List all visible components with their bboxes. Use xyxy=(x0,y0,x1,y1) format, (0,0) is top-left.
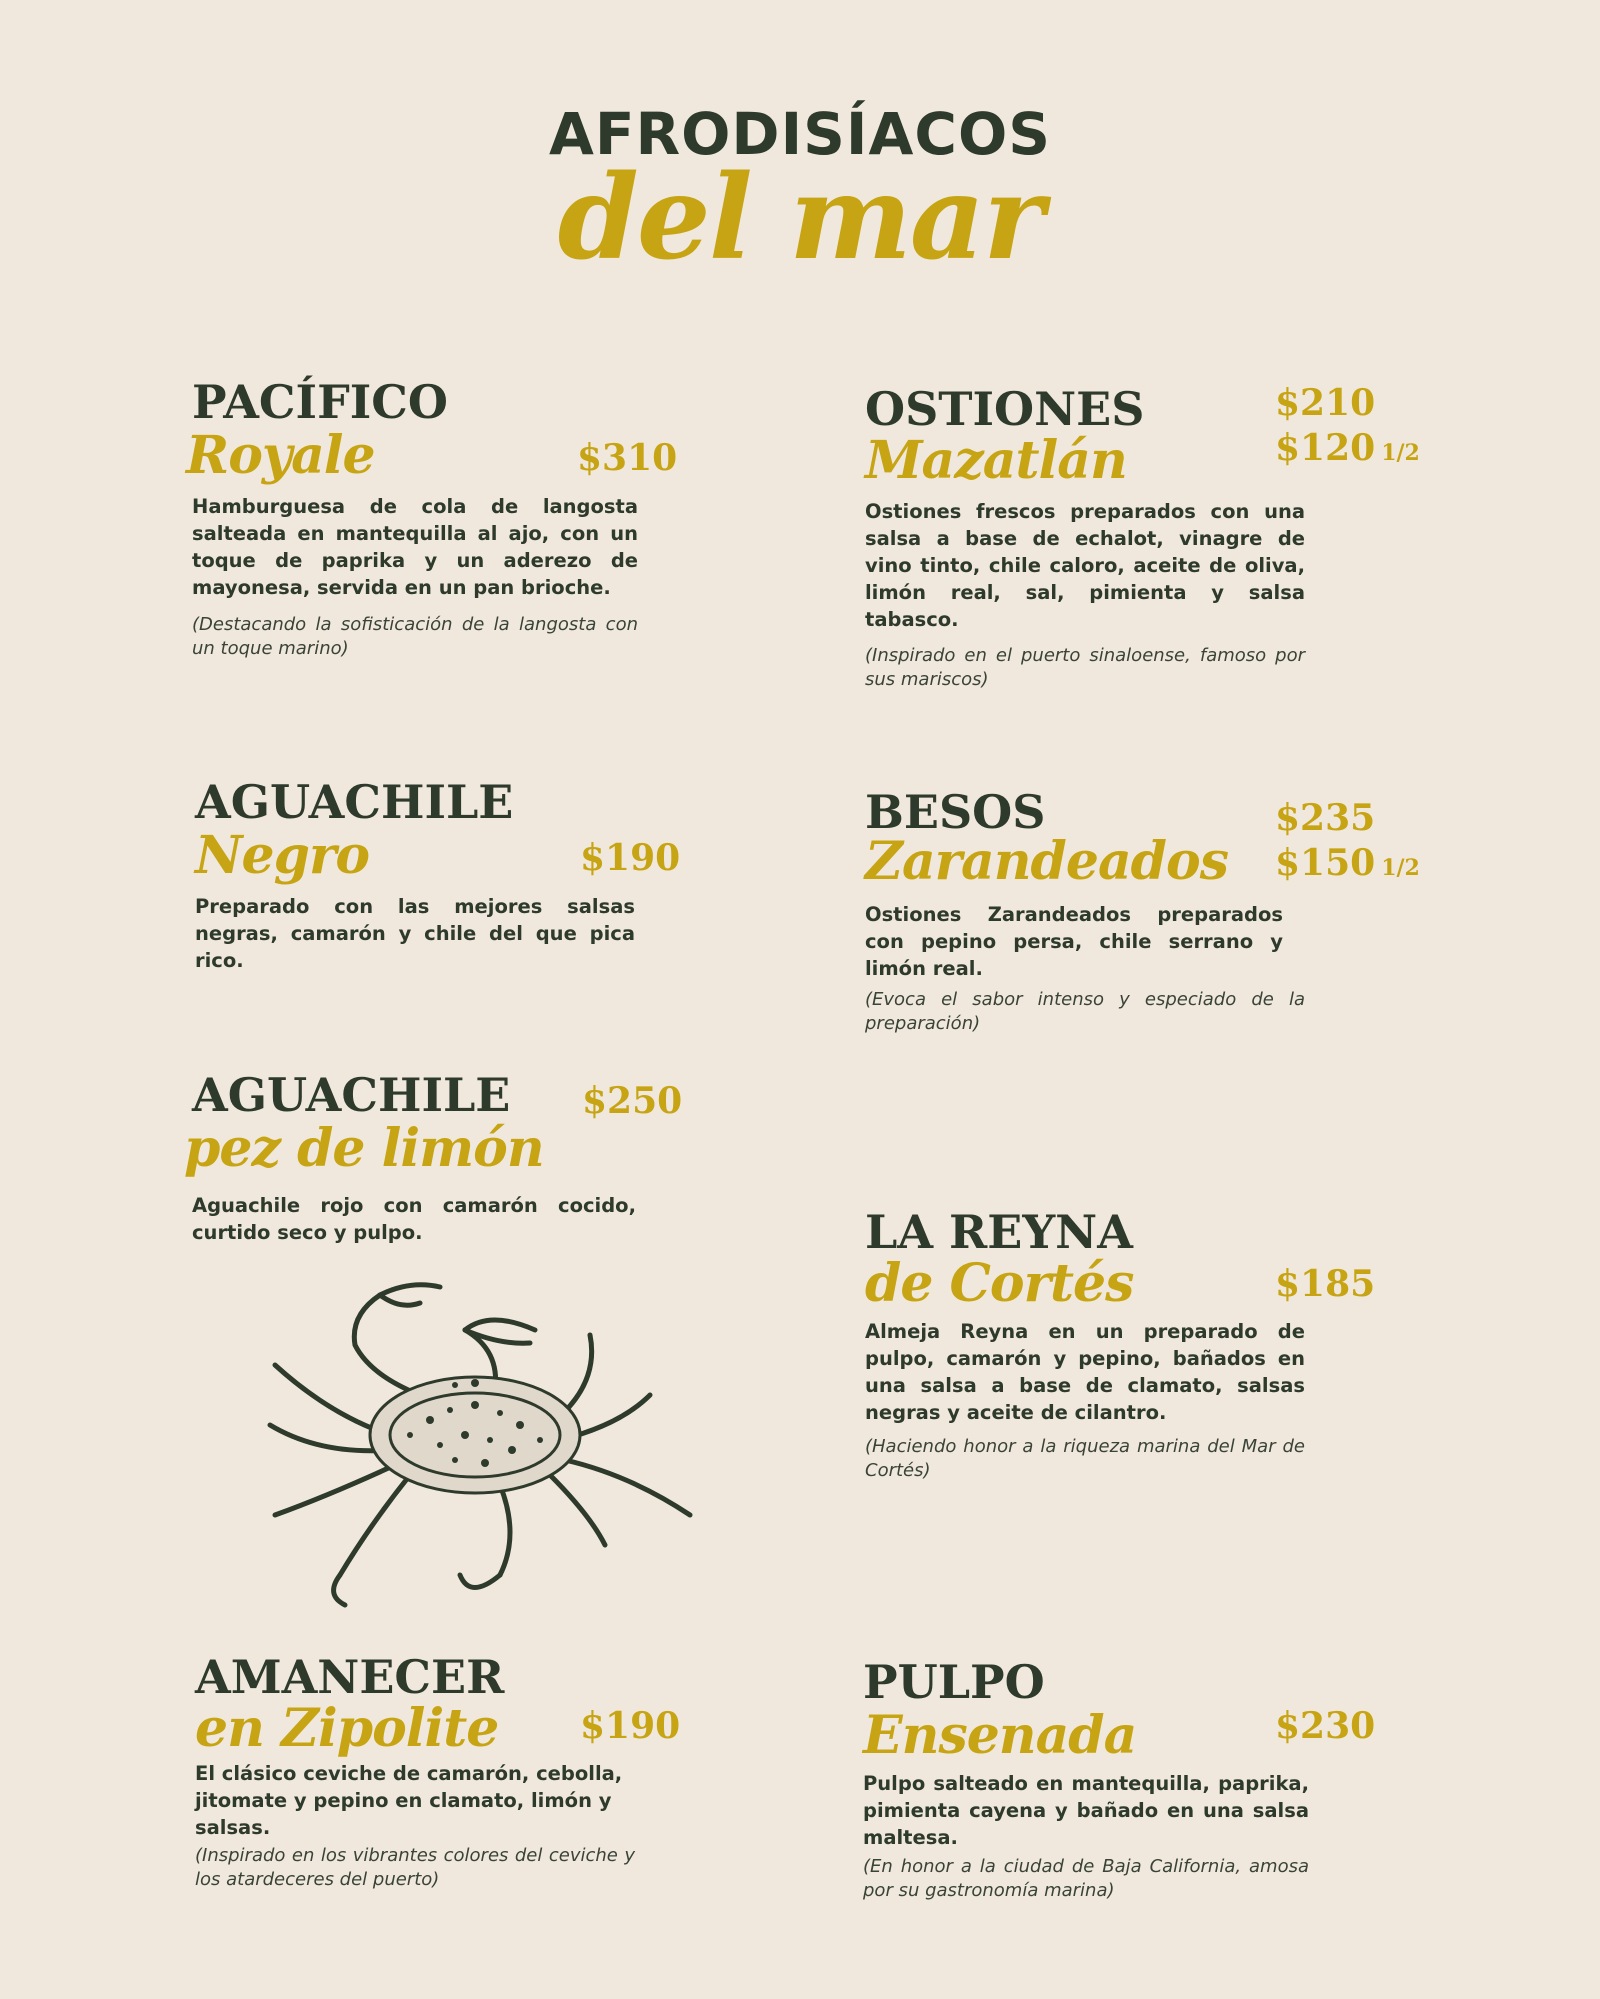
item-subname: Mazatlán xyxy=(865,430,1127,491)
menu-title: AFRODISÍACOS xyxy=(548,100,1052,168)
item-subname: Royale xyxy=(186,425,375,486)
item-name: PACÍFICO xyxy=(192,375,448,429)
item-price: $190 xyxy=(580,1705,681,1747)
price-half-value: $150 xyxy=(1275,842,1376,884)
item-name: AMANECER xyxy=(195,1650,505,1704)
item-name: OSTIONES xyxy=(865,382,1145,436)
menu-item-ostiones-mazatlan xyxy=(865,382,1425,702)
item-description: Hamburguesa de cola de langosta salteada en mantequilla al ajo, con un toque de paprika y un aderezo de mayonesa, servida en un pan brioche. xyxy=(192,495,638,599)
item-note: (Inspirado en el puerto sinaloense, famoso por sus mariscos) xyxy=(865,645,1305,690)
crab-icon xyxy=(250,1275,710,1615)
item-price: $310 xyxy=(577,437,678,479)
item-name: AGUACHILE xyxy=(195,775,514,829)
half-portion-label: 1/2 xyxy=(1381,440,1420,466)
item-subname: Negro xyxy=(195,825,370,886)
menu-item-amanecer-en-zipolite xyxy=(195,1650,755,1910)
menu-item-la-reyna-de-cortes xyxy=(865,1205,1425,1505)
item-description: Pulpo salteado en mantequilla, paprika, pimienta cayena y bañado en una salsa maltesa. xyxy=(863,1772,1309,1849)
item-price: $230 xyxy=(1275,1705,1376,1747)
item-description: Aguachile rojo con camarón cocido, curtido seco y pulpo. xyxy=(192,1194,636,1244)
item-price-half xyxy=(1275,427,1420,469)
item-subname: en Zipolite xyxy=(195,1698,499,1759)
item-price-half xyxy=(1275,842,1420,884)
menu-item-aguachile-negro xyxy=(195,775,755,975)
item-description: Almeja Reyna en un preparado de pulpo, camarón y pepino, bañados en una salsa a base de clamato, salsas negras y aceite de cilantro. xyxy=(865,1320,1305,1424)
item-note: (Evoca el sabor intenso y especiado de la preparación) xyxy=(865,989,1305,1034)
menu-item-besos-zarandeados xyxy=(865,785,1425,1045)
item-name: BESOS xyxy=(865,785,1046,839)
item-subname: de Cortés xyxy=(865,1253,1134,1314)
menu-item-pacifico-royale xyxy=(186,375,752,675)
item-subname: Zarandeados xyxy=(865,831,1229,892)
item-description: Ostiones Zarandeados preparados con pepino persa, chile serrano y limón real. xyxy=(865,903,1283,980)
price-half-value: $120 xyxy=(1275,427,1376,469)
item-price: $185 xyxy=(1275,1263,1376,1305)
item-description: El clásico ceviche de camarón, cebolla, jitomate y pepino en clamato, limón y salsas. xyxy=(195,1762,623,1839)
item-subname: Ensenada xyxy=(863,1705,1137,1766)
item-note: (Inspirado en los vibrantes colores del ceviche y los atardeceres del puerto) xyxy=(195,1845,635,1890)
item-name: PULPO xyxy=(863,1655,1045,1709)
item-name: AGUACHILE xyxy=(192,1068,511,1122)
menu-item-aguachile-pez-de-limon xyxy=(184,1068,752,1268)
item-note: (Destacando la sofisticación de la langosta con un toque marino) xyxy=(192,614,638,659)
menu-item-pulpo-ensenada xyxy=(863,1655,1423,1915)
item-note: (En honor a la ciudad de Baja California, amosa por su gastronomía marina) xyxy=(863,1856,1309,1901)
item-note: (Haciendo honor a la riqueza marina del Mar de Cortés) xyxy=(865,1436,1305,1481)
item-price: $210 xyxy=(1275,382,1376,424)
item-description: Preparado con las mejores salsas negras, camarón y chile del que pica rico. xyxy=(195,895,635,972)
item-price: $190 xyxy=(580,837,681,879)
item-price: $250 xyxy=(582,1080,683,1122)
menu-subtitle: del mar xyxy=(557,150,1043,286)
half-portion-label: 1/2 xyxy=(1381,855,1420,881)
item-name: LA REYNA xyxy=(865,1205,1133,1259)
item-description: Ostiones frescos preparados con una salsa a base de echalot, vinagre de vino tinto, chile caloro, aceite de oliva, limón real, sal, pimienta y salsa tabasco. xyxy=(865,500,1305,631)
item-price: $235 xyxy=(1275,797,1376,839)
item-subname: pez de limón xyxy=(184,1118,544,1179)
